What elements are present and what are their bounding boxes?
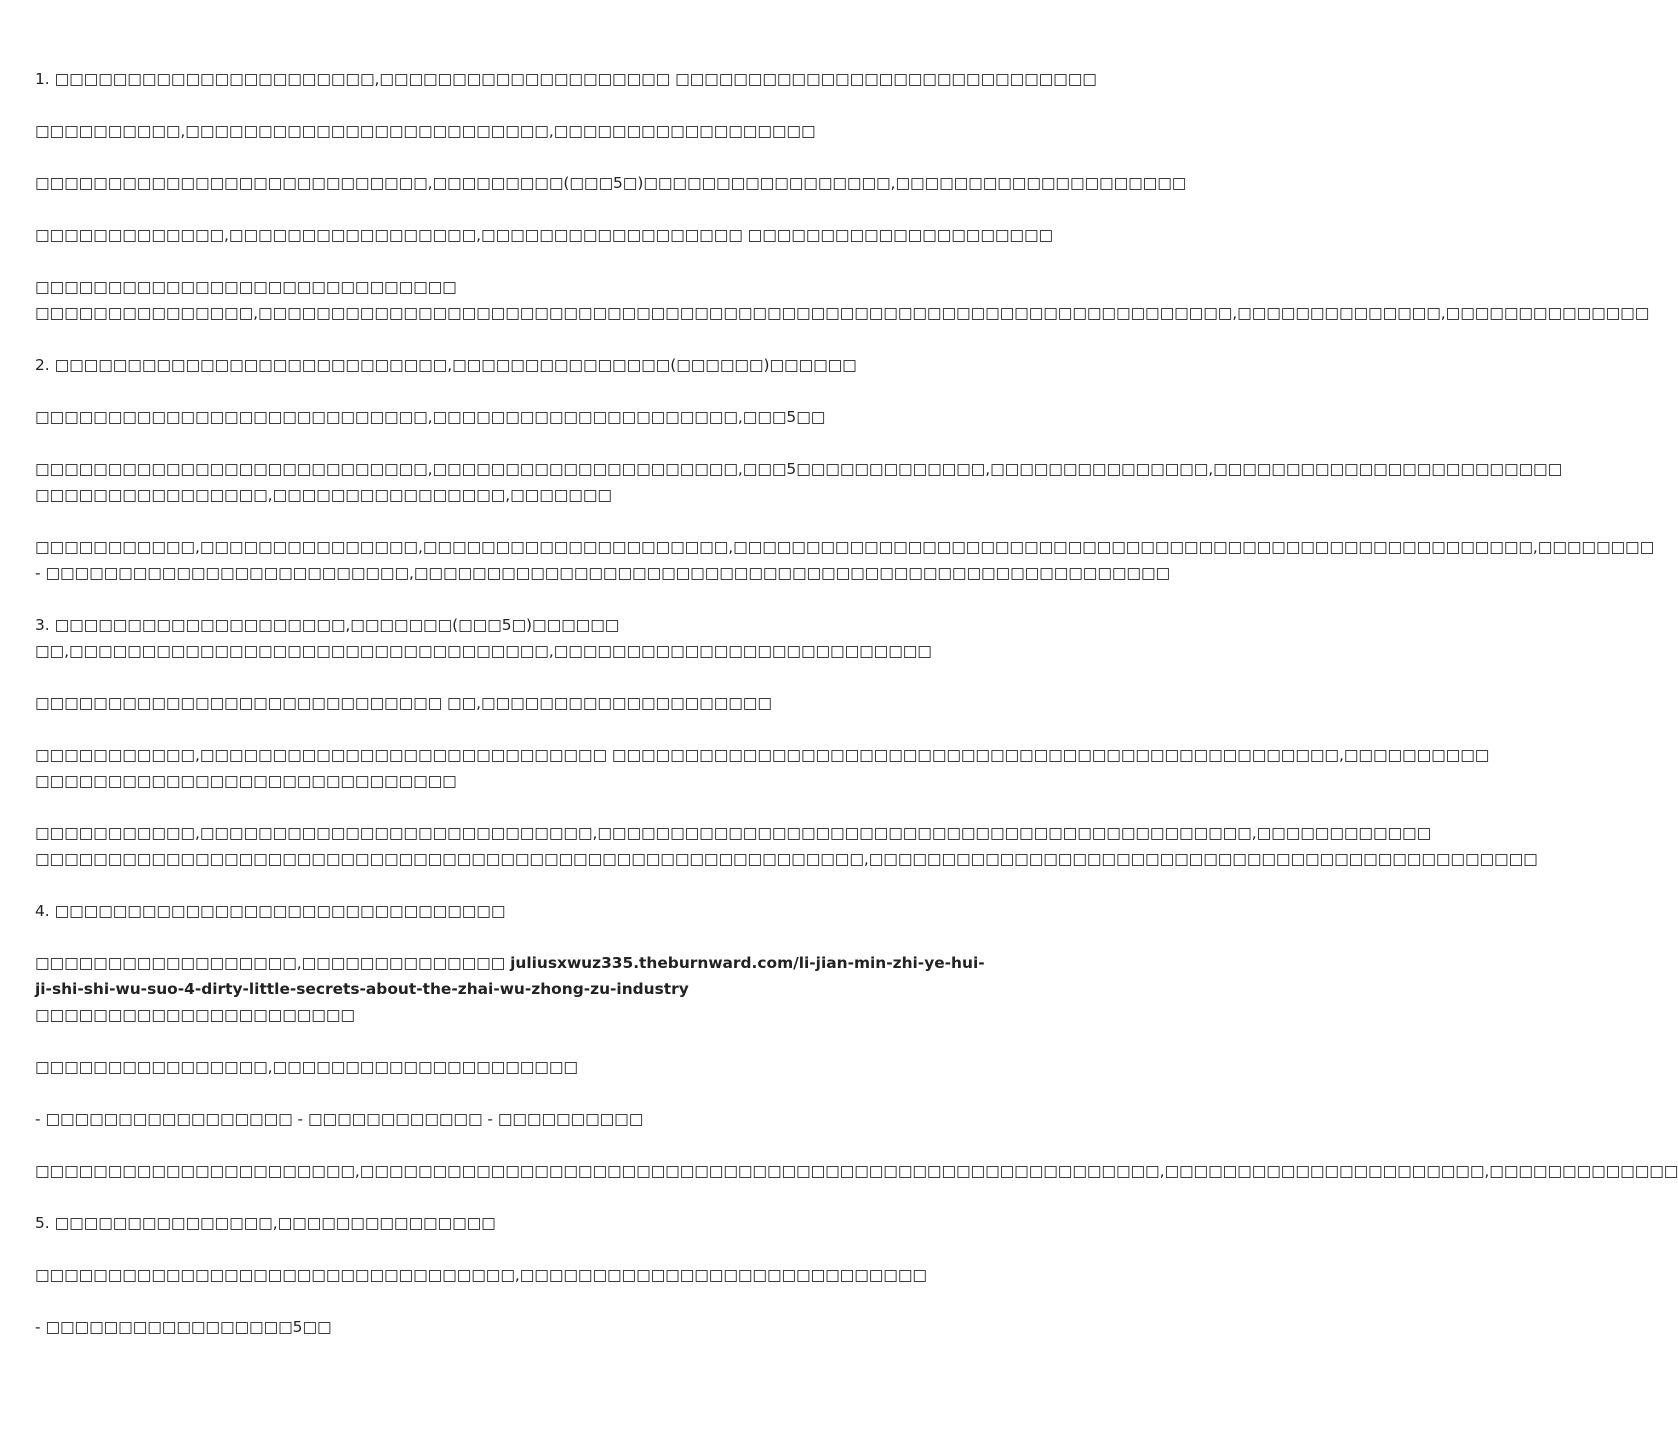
paragraph-line: □□□□□□□□□□□□□□□□□□□□□□□□□□□,□□□□□□□□□(□□□5□)□□□□□□□□□□□□□□□□□,□□□□□□□□□□□□□□□□□□□□ <box>35 174 1187 192</box>
paragraph-line: □□□□□□□□□□□□□□□□□□□□□□□□□□□□□ <box>35 772 457 790</box>
paragraph-line: □□□□□□□□□□□□□□□□□□□□□□□□□□□,□□□□□□□□□□□□□□□□□□□□□,□□□5□□ <box>35 408 826 426</box>
paragraph <box>35 222 1054 248</box>
paragraph <box>35 1262 990 1288</box>
paragraph-line: □□□□□□□□□□□□□□□□□□□□□□□□□□□□□ <box>35 278 457 296</box>
paragraph <box>35 1054 990 1080</box>
paragraph-line: □□□□□□□□□□□□□□□□□□□□□□□□□□□□□□□□□□□□□□□□□□□□□□□□□□□□□□□□□,□□□□□□□□□□□□□□□□□□□□□□□□□□□□□□□□□□□□□□□□□□□□□□ <box>35 850 1538 868</box>
paragraph <box>35 898 990 924</box>
paragraph-line: - □□□□□□□□□□□□□□□□□5□□ <box>35 1318 332 1336</box>
paragraph-line: □□□□□□□□□□,□□□□□□□□□□□□□□□□□□□□□□□□□,□□□□□□□□□□□□□□□□□□ <box>35 122 816 140</box>
link-paragraph-suffix: □□□□□□□□□□□□□□□□□□□□□□ <box>35 1006 355 1024</box>
paragraph <box>35 1314 990 1340</box>
paragraph-line: 2. □□□□□□□□□□□□□□□□□□□□□□□□□□□,□□□□□□□□□□□□□□□(□□□□□□)□□□□□□ <box>35 356 857 374</box>
paragraph <box>35 534 1655 586</box>
paragraph-line: □□□□□□□□□□□□□□□□,□□□□□□□□□□□□□□□□,□□□□□□□ <box>35 486 612 504</box>
paragraph <box>35 612 990 664</box>
link-paragraph-prefix: □□□□□□□□□□□□□□□□□□,□□□□□□□□□□□□□□ <box>35 954 511 972</box>
paragraph-line: □□□□□□□□□□□,□□□□□□□□□□□□□□□□□□□□□□□□□□□□ □□□□□□□□□□□□□□□□□□□□□□□□□□□□□□□□□□□□□□□□□□□□□□□□□□,□□□□□□□□□□ <box>35 746 1490 764</box>
paragraph-line: □□□□□□□□□□□□□□□,□□□□□□□□□□□□□□□□□□□□□□□□□□□□□□□□□□□□□□□□□□□□□□□□□□□□□□□□□□□□□□□□□□□,□□□□□□□□□□□□□□,□□□□□□□□□□□□□□ <box>35 304 1650 322</box>
article-link[interactable]: juliusxwuz335.theburnward.com/li-jian-min-zhi-ye-hui-ji-shi-shi-wu-suo-4-dirty-little-secrets-about-the-zhai-wu-zhong-zu-industry <box>35 954 985 998</box>
paragraph-line: □□□□□□□□□□□□□□□□□□□□□□□□□□□□ □□,□□□□□□□□□□□□□□□□□□□□ <box>35 694 772 712</box>
paragraph-line: □□□□□□□□□□□,□□□□□□□□□□□□□□□,□□□□□□□□□□□□□□□□□□□□□,□□□□□□□□□□□□□□□□□□□□□□□□□□□□□□□□□□□□□□□□□□□□□□□□□□□□□□□,□□□□□□□□ <box>35 538 1655 556</box>
paragraph <box>35 274 1650 326</box>
paragraph-line: □□□□□□□□□□□□□□□□□□□□□□□□□□□□□□□□□,□□□□□□□□□□□□□□□□□□□□□□□□□□□□ <box>35 1266 927 1284</box>
paragraph-line: □□□□□□□□□□□□□,□□□□□□□□□□□□□□□□□,□□□□□□□□□□□□□□□□□□ □□□□□□□□□□□□□□□□□□□□□ <box>35 226 1054 244</box>
paragraph-line: 1. □□□□□□□□□□□□□□□□□□□□□□,□□□□□□□□□□□□□□□□□□□□ □□□□□□□□□□□□□□□□□□□□□□□□□□□□□ <box>35 70 1097 88</box>
paragraph-line: □□□□□□□□□□□□□□□□□□□□□□,□□□□□□□□□□□□□□□□□□□□□□□□□□□□□□□□□□□□□□□□□□□□□□□□□□□□□□□,□□□□□□□□□□□□□□□□□□□□□□,□□□□□□□□□□□□□ <box>35 1162 1678 1180</box>
paragraph <box>35 820 1538 872</box>
paragraph <box>35 66 1097 92</box>
paragraph-line: □□□□□□□□□□□□□□□□□□□□□□□□□□□,□□□□□□□□□□□□□□□□□□□□□,□□□5□□□□□□□□□□□□□,□□□□□□□□□□□□□□□,□□□□□□□□□□□□□□□□□□□□□□□□ <box>35 460 1563 478</box>
paragraph <box>35 170 1187 196</box>
paragraph <box>35 742 1490 794</box>
paragraph <box>35 690 990 716</box>
paragraph-line: □□,□□□□□□□□□□□□□□□□□□□□□□□□□□□□□□□□□,□□□□□□□□□□□□□□□□□□□□□□□□□□ <box>35 642 932 660</box>
paragraph <box>35 1158 1678 1184</box>
paragraph <box>35 352 990 378</box>
paragraph-line: 3. □□□□□□□□□□□□□□□□□□□□,□□□□□□□(□□□5□)□□□□□□ <box>35 616 620 634</box>
paragraph-line: 5. □□□□□□□□□□□□□□□,□□□□□□□□□□□□□□□ <box>35 1214 496 1232</box>
paragraph <box>35 404 990 430</box>
paragraph <box>35 118 990 144</box>
paragraph <box>35 456 1563 508</box>
document-body <box>35 66 1678 1366</box>
paragraph-line: □□□□□□□□□□□,□□□□□□□□□□□□□□□□□□□□□□□□□□□,□□□□□□□□□□□□□□□□□□□□□□□□□□□□□□□□□□□□□□□□□□□□□,□□□□□□□□□□□□ <box>35 824 1432 842</box>
paragraph <box>35 1210 990 1236</box>
paragraph-line: - □□□□□□□□□□□□□□□□□ - □□□□□□□□□□□□ - □□□□□□□□□□ <box>35 1110 644 1128</box>
paragraph-line: □□□□□□□□□□□□□□□□,□□□□□□□□□□□□□□□□□□□□□ <box>35 1058 578 1076</box>
paragraph-line: - □□□□□□□□□□□□□□□□□□□□□□□□□,□□□□□□□□□□□□□□□□□□□□□□□□□□□□□□□□□□□□□□□□□□□□□□□□□□□□ <box>35 564 1171 582</box>
paragraph-line: 4. □□□□□□□□□□□□□□□□□□□□□□□□□□□□□□□ <box>35 902 506 920</box>
link-paragraph <box>35 950 990 1028</box>
paragraph <box>35 1106 990 1132</box>
